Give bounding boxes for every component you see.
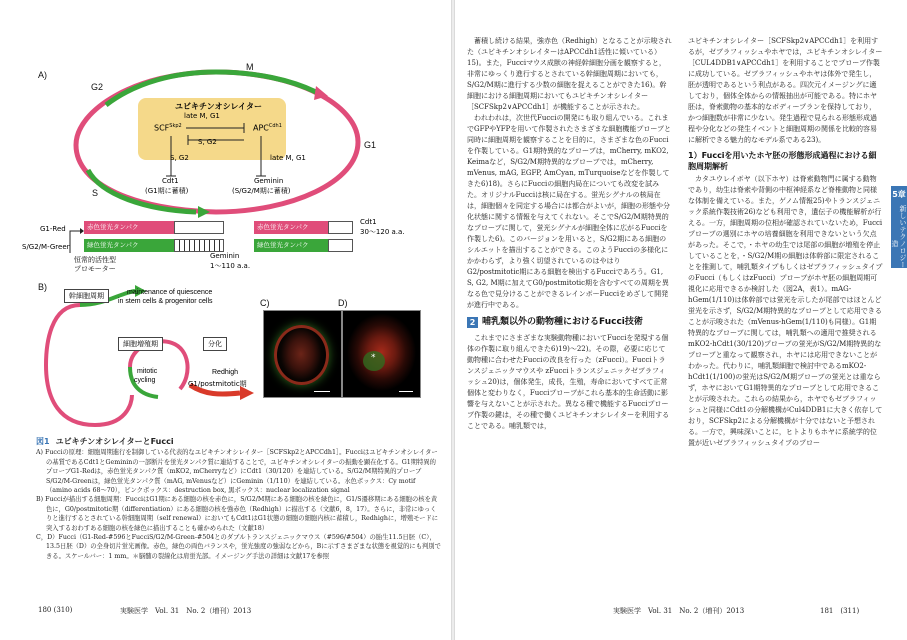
chapter-tab-number: 5章 — [892, 190, 906, 199]
red-note-2: 30～120 a.a. — [360, 228, 405, 236]
figure-panel-c-label: C) — [260, 298, 270, 308]
oscillator-title: ユビキチンオシレイター — [175, 102, 262, 111]
asterisk-marker: * — [371, 353, 376, 363]
cycling-label: cycling — [134, 377, 156, 384]
green-fp-tail-2 — [328, 239, 353, 252]
cdt1-label: Cdt1 — [162, 177, 179, 185]
green-fp-box-2: 緑色蛍光タンパク — [254, 239, 328, 252]
red-high-label: Redhigh — [212, 369, 239, 376]
s-label: S — [92, 188, 99, 198]
geminin-sub: (S/G2/M期に蓄積) — [232, 187, 291, 195]
right-text-para2: カタユウレイボヤ（以下ホヤ）は脊索動物門に属する動物であり，幼生は脊索や背側の中枢神経系など脊椎動物と同様な体制を備えている。また，ゲノム情報25)やトランスジェニック系統作製技術26)なども利用でき，遺伝子の機能解析が行える。一方，細胞周期の位相が確認されていないため，Fucciプローブの選別にホヤの培養細胞を利用できないという欠点があった。そこで，・ホヤの幼生では尾部の細胞が増殖を停止していることを，・S/G2/M期の細胞は体幹部に限定されることを推測して，哺乳類タイプもしくはゼブラフィッシュタイプのFucci（もしくはzFucci）プローブがホヤ胚の細胞周期可視化に応用できるか検討した（図2A，表1）。mAG-hGem(1/110)は体幹部では蛍光を示したが尾部ではほとんど蛍光を示さず，S/G2/M期特異的なプローブとして応用できることが示唆された（mVenus-hGem(1/110)も同様）。G1期特異的なプローブに関しては，哺乳類への適用で推奨されるmKO2-hCdt1(30/120)プローブの蛍光がS/G2/M期特異的なプローブと重なって観察され，ホヤには応用できないことがわかった。代わりに，哺乳類細胞で検討中であるmKO2-hCdt1(1/100)の蛍光はS/G2/M期プローブの蛍光とは重ならず，ホヤにおいてG1期特異的なプローブとして応用できることが示唆された。これらの結果から，ホヤでもゼブラフィッシュと同様にCdt1の分解機構がCul4DDB1に大きく依存しており，SCFSkp2による分解機構が十分ではないと予想される。一方で，興味深いことに，ヒトよりもホヤに系統学的位置が近いゼブラフィッシュタイプのプロー — [688, 175, 883, 447]
chapter-side-tab — [891, 186, 907, 282]
g1-label: G1 — [364, 140, 377, 150]
caption-line-b: B) Fucciが描出する細胞周期：FucciはG1期にある細胞の核を赤色に，S/G2/M期にある細胞の核を緑色に，G1/S遷移期にある細胞の核を黄色に，G0/postmitotic期（differentiation）にある細胞の核を強赤色（Redhigh）に描出する（文献6，8，17）。さらに，非常にゆっくりと進行するとされている幹細胞周期（self renewal）においてもCdt1はG1状態の細胞の細胞内核に蓄積し，Redhighに，増殖モードに突入するおわすある細胞の核を緑色に描出することも確かめられた（文献18） — [36, 496, 439, 532]
postmitotic-label: G1/postmitotic期 — [188, 380, 247, 388]
red-fp-tail — [174, 221, 224, 234]
quiescence-title-2: in stem cells & progenitor cells — [118, 298, 213, 305]
caption-line-cd: C，D）Fucci（G1-Red-#596とFucciS/G2/M-Green-#504とのダブルトランスジェニックマウス（#596/#504）の胎生11.5日胚（C），13.5日胚（D）の全身切片蛍光画像。赤色，緑色の両色バランスや，蛍光強度の強弱などから，Bに示すさまざまな状態を視覚的にも判別できる。スケールバー：1 mm。＊脳髄の裂線化は肩蛍光部。イメージング手法の詳細は文献17を参照 — [36, 534, 441, 560]
right-text-para1: ユビキチンオシレイター［SCFSkp2∨APCCdh1］を利用するが，ゼブラフィッシュやホヤでは，ユビキチンオシレイター［CUL4DDB1∨APCCdh1］を利用することでプローブ作製に成功している。ゼブラフィッシュやホヤは体外で発生し，胚が透明であるという利点がある。四次元イメージングに適しており，個体全体からの情報抽出が可能である。特にホヤ胚は，脊索動物の基本的なボディープランを保持しており，かつ細胞数が非常に少ない。発生過程で見られる形態形成過程や分化などの発生イベントと細胞周期の関係を比較的容易に解析できる魅力的なモデル系である23)。 — [688, 37, 883, 144]
apc-label — [253, 123, 282, 133]
promoter-arrow-icon — [66, 225, 84, 255]
differentiation-box: 分化 — [203, 337, 227, 351]
micrograph-d — [342, 310, 421, 398]
green-note-2: 1～110 a.a. — [210, 262, 251, 270]
subsection-1-heading: 1）Fucciを用いたホヤ胚の形態形成過程における細胞周期解析 — [688, 151, 877, 171]
figure-panel-a-label: A) — [38, 70, 47, 80]
figure-caption — [36, 437, 441, 561]
red-note-1: Cdt1 — [360, 218, 377, 226]
scf-text: SCF — [154, 123, 170, 133]
red-fp-tail-2 — [328, 221, 353, 234]
panel-b-diagram — [40, 285, 260, 430]
scf-sup: Skp2 — [169, 123, 182, 129]
green-fp-box-1: 緑色蛍光タンパク — [84, 239, 174, 252]
right-journal-footer: 実験医学 Vol. 31 No. 2（増刊）2013 — [613, 607, 745, 615]
m-label: M — [246, 62, 254, 72]
caption-line-a: A) Fucciの原理：細胞周期進行を制御している代表的なユビキチンオシレイター［SCFSkp2とAPCCdh1］。Fucciはユビキチンオシレイターの基質であるCdt1とGemininの一部断片を蛍光タンパク質に連結することで，ユビキチンオシレイターの振動を顕在化する。G1期特異的プローブG1-Redは，赤色蛍光タンパク質（mKO2, mCherryなど）にCdt1（30/120）を連結している。S/G2/M期特異的プローブS/G2/M-Greenは，緑色蛍光タンパク質（mAG, mVenusなど）にGeminin（1/110）を連結している。水色ボックス：Cy motif（amino acids 68～70），ピンクボックス：destruction box, 黒ボックス：nuclear localization signal — [36, 449, 438, 495]
apc-text: APC — [253, 123, 269, 133]
apc-sup: Cdh1 — [268, 123, 282, 129]
s-g2-outer: S, G2 — [170, 154, 189, 162]
proliferation-box: 細胞増殖期 — [118, 337, 163, 351]
arrowhead-s — [198, 206, 210, 218]
right-page-left-column — [467, 36, 672, 596]
left-page-number: 180 (310) — [38, 606, 73, 614]
chapter-tab-text: 新しいテクノロジーの创造 — [891, 204, 907, 282]
quiescence-title-1: maintenance of quiescence — [127, 289, 213, 296]
g1-red-label: G1-Red — [40, 225, 66, 233]
promoter-label-1: 恒常的活性型 — [74, 256, 116, 264]
scf-label — [154, 123, 182, 133]
figure-panel-b-label: B) — [38, 282, 47, 292]
embryo-outline-c — [274, 325, 329, 385]
green-note-1: Geminin — [210, 252, 240, 260]
section-2-heading — [467, 317, 672, 328]
red-fp-box-1: 赤色蛍光タンパク — [84, 221, 174, 234]
geminin-label: Geminin — [254, 177, 284, 185]
left-text-para2: われわれは，次世代Fucciの開発にも取り組んでいる。これまでGFPやYFPを用いて作製されたさまざまな細胞機能プローブと同時に細胞周期を観察することを目的に，さまざまな色のFucciを作製している。G1期特異的なプローブは，mCherry, mKO2, Keimaなど，S/G2/M期特異的なプローブでは，mCherry, mVenus, mAG, EGFP, AmCyan, mTurquoiseなどを作製してきた6)18)。さらにFucciの細胞内局在についても改変を試みた。オリジナルFucciは核に局在する。蛍光シグナルの核局在は，細胞個々を同定する場合には都合がよいが，細胞の形態や分化状態に関する情報を与えてくれない。そこでS/G2/M期特異的なプローブに関して，蛍光シグナルが細胞全体に広がるFucciを作製した6)。このバージョンを用いると，S/G2期にある細胞のシルエットを描出することができる。このようFucciの多様化にかかわらず，より強く切望されているのはやはりG2/postmitotic期にある細胞を検出するFucciであろう。G1, S, G2, M期に加えてG0/postmitotic期を含むすべての周期を異なる色で見分けることができるレインボーFucciをめざして開発が進行中である。 — [467, 114, 671, 309]
cdt1-sub: (G1期に蓄積) — [145, 187, 189, 195]
section-2-number: 2 — [467, 317, 478, 328]
s-g2-m-green-label: S/G2/M-Green — [22, 243, 72, 251]
late-m-g1-inner: late M, G1 — [184, 112, 220, 120]
scale-bar-d — [399, 391, 413, 392]
right-page-number: 181 (311) — [820, 607, 860, 615]
left-text-para3: これまでにさまざまな実験動物種においてFucciを発現する個体の作製に取り組んできた6)19)～22)。その際，必要に応じて動物種に合わせたFucciの改良を行った（zFucci）。Fucciトランスジェニックマウスや zFucciトランスジェニックゼブラフィッシュ20)は，個体発生，成長，生殖，寿命においてすべて正常個体と変わりなく，Fucciプローブがこれら基本的生命活動に影響を与えないことが示された。異なる種で機能するFucciプローブ作製の鍵は，その種で働くユビキチンオシレイターを利用することである。哺乳類では， — [467, 334, 670, 430]
scale-bar-c — [314, 391, 330, 392]
g2-label: G2 — [91, 82, 104, 92]
figure-number: 図1 — [36, 437, 50, 446]
left-journal-footer: 実験医学 Vol. 31 No. 2（増刊）2013 — [120, 607, 252, 615]
left-page — [0, 0, 452, 640]
figure-panel-d-label: D) — [338, 298, 348, 308]
mitotic-label: mitotic — [137, 368, 158, 375]
right-page-right-column — [688, 36, 883, 596]
micrograph-c — [263, 310, 342, 398]
right-page — [455, 0, 907, 640]
caption-title: ユビキチンオシレイターとFucci — [55, 437, 174, 446]
promoter-label-2: プロモーター — [74, 265, 116, 273]
s-g2-inner: S, G2 — [198, 138, 217, 146]
green-fp-tail — [174, 239, 224, 252]
quiescent-box: 幹細胞周期 — [64, 289, 109, 303]
left-text-para1: 蓄積し続ける結果，強赤色（Redhigh）となることが示唆された（ユビキチンオシレイターはAPCCdh1活性に傾いている）15)。また，Fucciマウス成獣の神経幹細胞分画を観察すると，非常にゆっくり進行するとされている幹細胞周期においても，S/G2/M期に進行する少数の細胞を捉えることができた16)。幹細胞における細胞周期においてもユビキチンオシレイター［SCFSkp2∨APCCdh1］が機能することが示された。 — [467, 37, 672, 111]
section-2-title: 哺乳類以外の動物種におけるFucci技術 — [482, 317, 643, 327]
caption-title-row — [36, 437, 441, 446]
late-m-g1-outer: late M, G1 — [270, 154, 306, 162]
red-fp-box-2: 赤色蛍光タンパク — [254, 221, 328, 234]
